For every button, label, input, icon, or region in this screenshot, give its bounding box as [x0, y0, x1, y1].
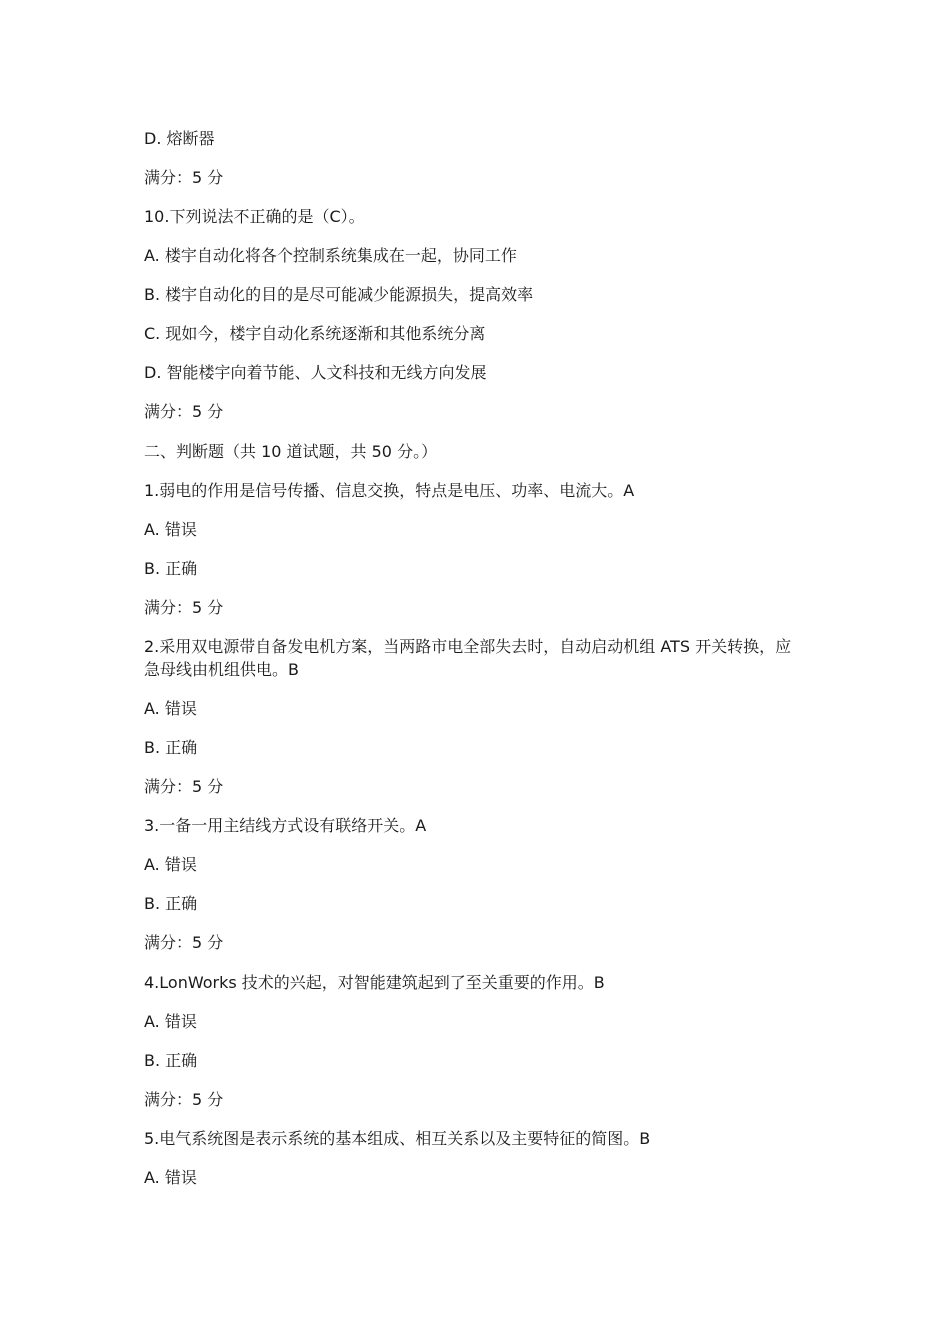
tf-question-5: 5.电气系统图是表示系统的基本组成、相互关系以及主要特征的简图。B: [144, 1129, 651, 1148]
score-line: 满分：5 分: [144, 168, 224, 187]
question-10: 10.下列说法不正确的是（C）。: [144, 207, 365, 226]
score-line: 满分：5 分: [144, 402, 224, 421]
tf-q5-option-a: A. 错误: [144, 1168, 197, 1187]
q10-option-a: A. 楼宇自动化将各个控制系统集成在一起，协同工作: [144, 246, 517, 265]
tf-q2-option-b: B. 正确: [144, 738, 198, 757]
tf-q1-option-b: B. 正确: [144, 559, 198, 578]
tf-q2-option-a: A. 错误: [144, 699, 197, 718]
tf-q3-option-b: B. 正确: [144, 894, 198, 913]
tf-question-1: 1.弱电的作用是信号传播、信息交换，特点是电压、功率、电流大。A: [144, 481, 635, 500]
score-line: 满分：5 分: [144, 598, 224, 617]
tf-q4-option-b: B. 正确: [144, 1051, 198, 1070]
score-line: 满分：5 分: [144, 777, 224, 796]
score-line: 满分：5 分: [144, 1090, 224, 1109]
q10-option-d: D. 智能楼宇向着节能、人文科技和无线方向发展: [144, 363, 487, 382]
tf-question-4: 4.LonWorks 技术的兴起，对智能建筑起到了至关重要的作用。B: [144, 973, 605, 992]
q10-option-c: C. 现如今，楼宇自动化系统逐渐和其他系统分离: [144, 324, 486, 343]
q10-option-b: B. 楼宇自动化的目的是尽可能减少能源损失，提高效率: [144, 285, 534, 304]
tf-q3-option-a: A. 错误: [144, 855, 197, 874]
tf-q4-option-a: A. 错误: [144, 1012, 197, 1031]
tf-question-2: 2.采用双电源带自备发电机方案，当两路市电全部失去时，自动启动机组 ATS 开关转换，应急母线由机组供电。B: [144, 637, 792, 679]
tf-q1-option-a: A. 错误: [144, 520, 197, 539]
option-d-fuse: D. 熔断器: [144, 129, 215, 148]
score-line: 满分：5 分: [144, 933, 224, 952]
tf-question-3: 3.一备一用主结线方式设有联络开关。A: [144, 816, 427, 835]
section-heading-true-false: 二、判断题（共 10 道试题，共 50 分。）: [144, 442, 438, 461]
